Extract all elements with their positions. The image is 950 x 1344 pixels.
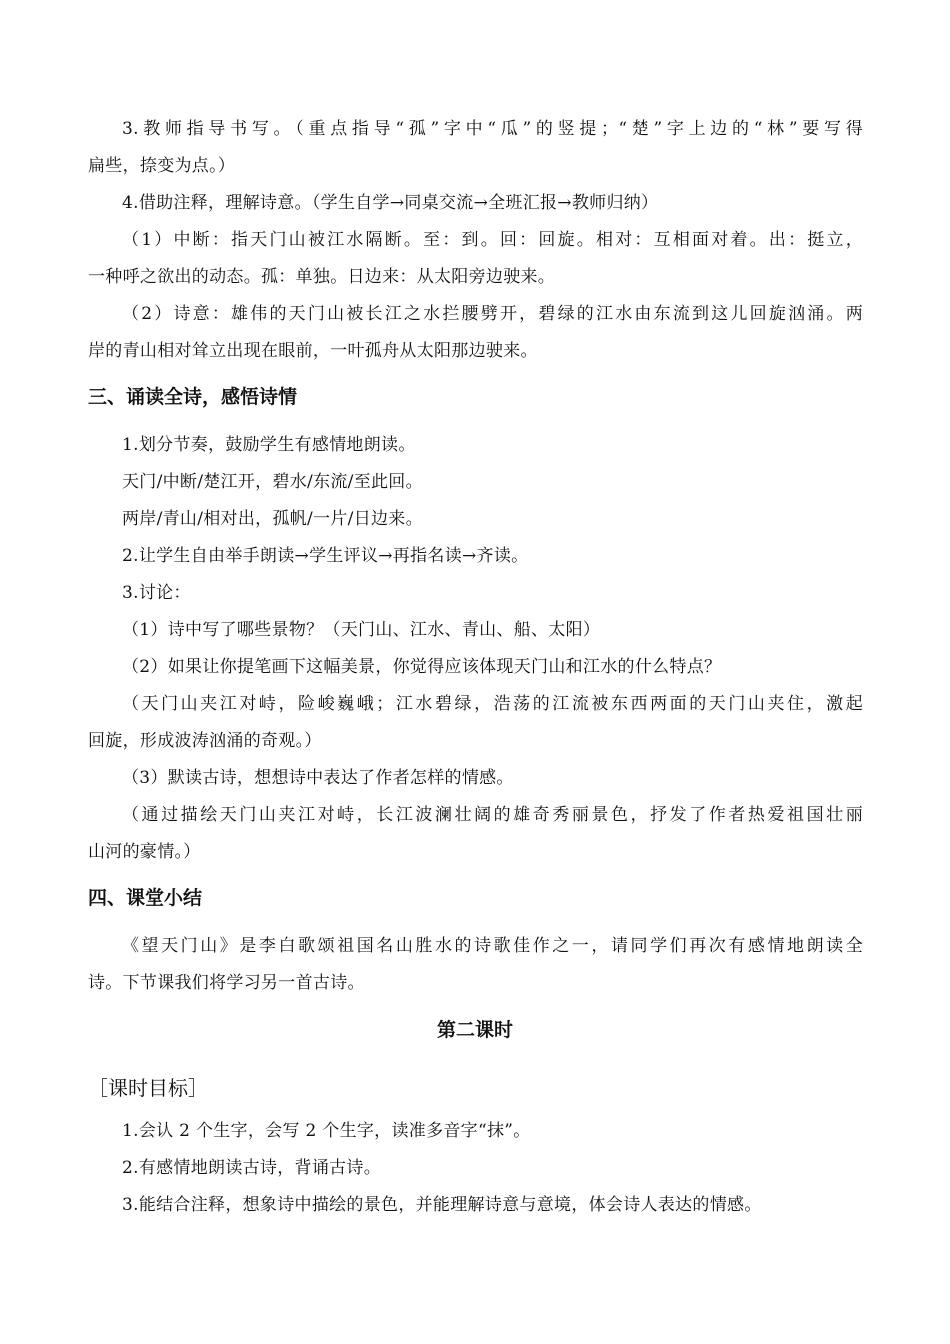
question1: （1）诗中写了哪些景物？（天门山、江水、青山、船、太阳）	[122, 620, 601, 640]
step4-text: 4.借助注释，理解诗意。（学生自学→同桌交流→全班汇报→教师归纳）	[122, 193, 659, 213]
answer2-line2: 回旋，形成波涛汹涌的奇观。）	[88, 731, 322, 751]
answer2-line1: （天门山夹江对峙，险峻巍峨；江水碧绿，浩荡的江流被东西两面的天门山夹住，激起	[122, 694, 863, 714]
goals-heading: ［课时目标］	[88, 1076, 208, 1100]
section3-item1: 1.划分节奏，鼓励学生有感情地朗读。	[122, 435, 416, 455]
section3-heading: 三、诵读全诗，感悟诗情	[88, 386, 298, 408]
summary-line2: 诗。下节课我们将学习另一首古诗。	[88, 973, 365, 993]
step3-line2: 扁些，捺变为点。）	[88, 156, 236, 176]
section3-item2: 2.让学生自由举手朗读→学生评议→再指名读→齐读。	[122, 546, 529, 566]
answer3-line1: （通过描绘天门山夹江对峙，长江波澜壮阔的雄奇秀丽景色，抒发了作者热爱祖国壮丽	[122, 805, 863, 825]
question2: （2）如果让你提笔画下这幅美景，你觉得应该体现天门山和江水的什么特点？	[122, 657, 722, 677]
goal2: 2.有感情地朗读古诗，背诵古诗。	[122, 1158, 382, 1178]
goal3: 3.能结合注释，想象诗中描绘的景色，并能理解诗意与意境，体会诗人表达的情感。	[122, 1195, 762, 1215]
note2-line1: （2）诗意：雄伟的天门山被长江之水拦腰劈开，碧绿的江水由东流到这儿回旋汹涌。两	[122, 304, 863, 324]
section3-item3: 3.讨论：	[122, 583, 191, 603]
goal1: 1.会认 2 个生字，会写 2 个生字，读准多音字“抹”。	[122, 1121, 531, 1141]
answer3-line2: 山河的豪情。）	[88, 842, 201, 862]
lesson2-title: 第二课时	[436, 1019, 513, 1041]
poem-line2: 两岸/青山/相对出，孤帆/一片/日边来。	[122, 509, 423, 529]
note2-line2: 岸的青山相对耸立出现在眼前，一叶孤舟从太阳那边驶来。	[88, 341, 538, 361]
note1-line1: （1）中断：指天门山被江水隔断。至：到。回：回旋。相对：互相面对着。出：挺立，	[122, 230, 863, 250]
poem-line1: 天门/中断/楚江开，碧水/东流/至此回。	[122, 472, 423, 492]
question3: （3）默读古诗，想想诗中表达了作者怎样的情感。	[122, 768, 514, 788]
note1-line2: 一种呼之欲出的动态。孤：单独。日边来：从太阳旁边驶来。	[88, 267, 556, 287]
section4-heading: 四、课堂小结	[88, 887, 203, 909]
step3-line1: 3.教师指导书写。（重点指导“孤”字中“瓜”的竖提；“楚”字上边的“林”要写得	[122, 119, 863, 139]
summary-line1: 《望天门山》是李白歌颂祖国名山胜水的诗歌佳作之一，请同学们再次有感情地朗读全	[122, 936, 863, 956]
